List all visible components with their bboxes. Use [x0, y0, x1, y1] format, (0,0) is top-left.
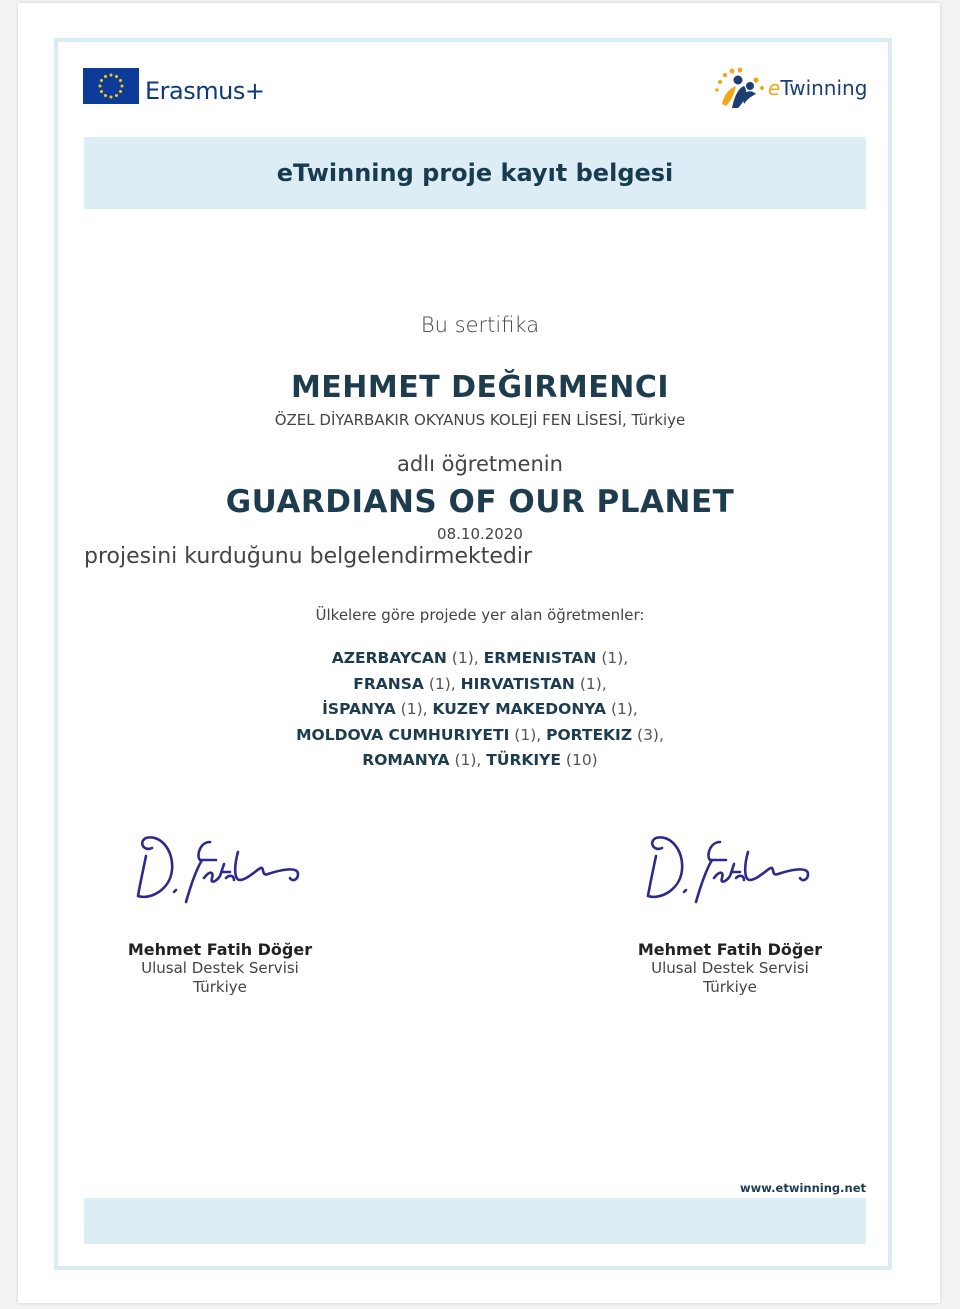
project-date: 08.10.2020: [437, 525, 523, 543]
teacher-of-text: adlı öğretmenin: [397, 452, 563, 476]
eu-star-icon: [121, 85, 124, 88]
eu-star-icon: [99, 85, 102, 88]
signature-image: [130, 826, 310, 912]
country-count: (1),: [400, 700, 428, 718]
website-link[interactable]: www.etwinning.net: [740, 1181, 866, 1195]
signatory-name: Mehmet Fatih Döğer: [637, 940, 823, 959]
etwinning-wordmark-rest: Twinning: [780, 76, 868, 100]
country-count: (3),: [637, 725, 664, 744]
signatory-country: Türkiye: [703, 978, 757, 996]
country-line: [0, 672, 960, 698]
country-count: (1),: [579, 674, 607, 693]
eu-star-icon: [119, 90, 122, 93]
eu-star-icon: [104, 94, 107, 97]
country-name: HIRVATISTAN: [460, 674, 575, 693]
eu-star-icon: [100, 79, 103, 82]
eu-star-icon: [115, 75, 118, 78]
signature-block-right: [580, 826, 880, 997]
title-bar: [84, 137, 866, 209]
country-list: [0, 646, 960, 774]
signatory-role: Ulusal Destek Servisi: [141, 959, 299, 977]
country-name: ERMENISTAN: [483, 649, 597, 667]
footer-bar: [84, 1198, 866, 1244]
country-name: FRANSA: [353, 674, 424, 693]
signature-image: [640, 826, 820, 912]
country-line: [0, 748, 960, 774]
signature-block-left: [70, 826, 370, 997]
etwinning-figures-icon: [712, 66, 770, 110]
eu-star-icon: [104, 75, 107, 78]
country-count: (1),: [601, 649, 629, 667]
teacher-name: MEHMET DEĞIRMENCI: [290, 370, 670, 405]
certificate-statement: projesini kurduğunu belgelendirmektedir: [84, 544, 533, 569]
country-count: (1),: [514, 725, 542, 744]
signatory-role: Ulusal Destek Servisi: [651, 959, 809, 977]
signatory-name: Mehmet Fatih Döğer: [127, 940, 313, 959]
etwinning-wordmark-e: e: [768, 76, 781, 100]
country-count: (10): [565, 751, 598, 769]
project-name: GUARDIANS OF OUR PLANET: [225, 484, 735, 520]
erasmus-wordmark: Erasmus+: [145, 77, 265, 105]
etwinning-logo: [712, 66, 867, 110]
country-name: İSPANYA: [322, 700, 396, 718]
erasmus-logo: [83, 67, 264, 105]
certificate-intro: Bu sertifika: [420, 313, 540, 337]
eu-star-icon: [119, 79, 122, 82]
country-line: [0, 723, 960, 749]
country-count: (1),: [610, 700, 638, 718]
eu-star-icon: [110, 74, 113, 77]
document-title: eTwinning proje kayıt belgesi: [276, 159, 674, 187]
school-name: ÖZEL DİYARBAKIR OKYANUS KOLEJİ FEN LİSESİ, Türkiye: [274, 411, 686, 429]
country-name: KUZEY MAKEDONYA: [432, 700, 607, 718]
country-count: (1),: [454, 751, 482, 769]
country-name: AZERBAYCAN: [331, 649, 447, 667]
country-name: ROMANYA: [362, 751, 450, 769]
eu-star-icon: [100, 90, 103, 93]
eu-star-icon: [115, 94, 118, 97]
country-name: MOLDOVA CUMHURIYETI: [296, 725, 510, 744]
country-count: (1),: [428, 674, 456, 693]
country-name: TÜRKIYE: [486, 751, 561, 769]
country-name: PORTEKIZ: [546, 725, 633, 744]
countries-title: Ülkelere göre projede yer alan öğretmenler:: [315, 606, 645, 624]
eu-star-icon: [110, 96, 113, 99]
signatory-country: Türkiye: [193, 978, 247, 996]
country-count: (1),: [451, 649, 479, 667]
country-line: [0, 646, 960, 672]
country-line: [0, 697, 960, 723]
eu-flag-icon: [83, 68, 139, 104]
etwinning-wordmark: [768, 76, 867, 100]
